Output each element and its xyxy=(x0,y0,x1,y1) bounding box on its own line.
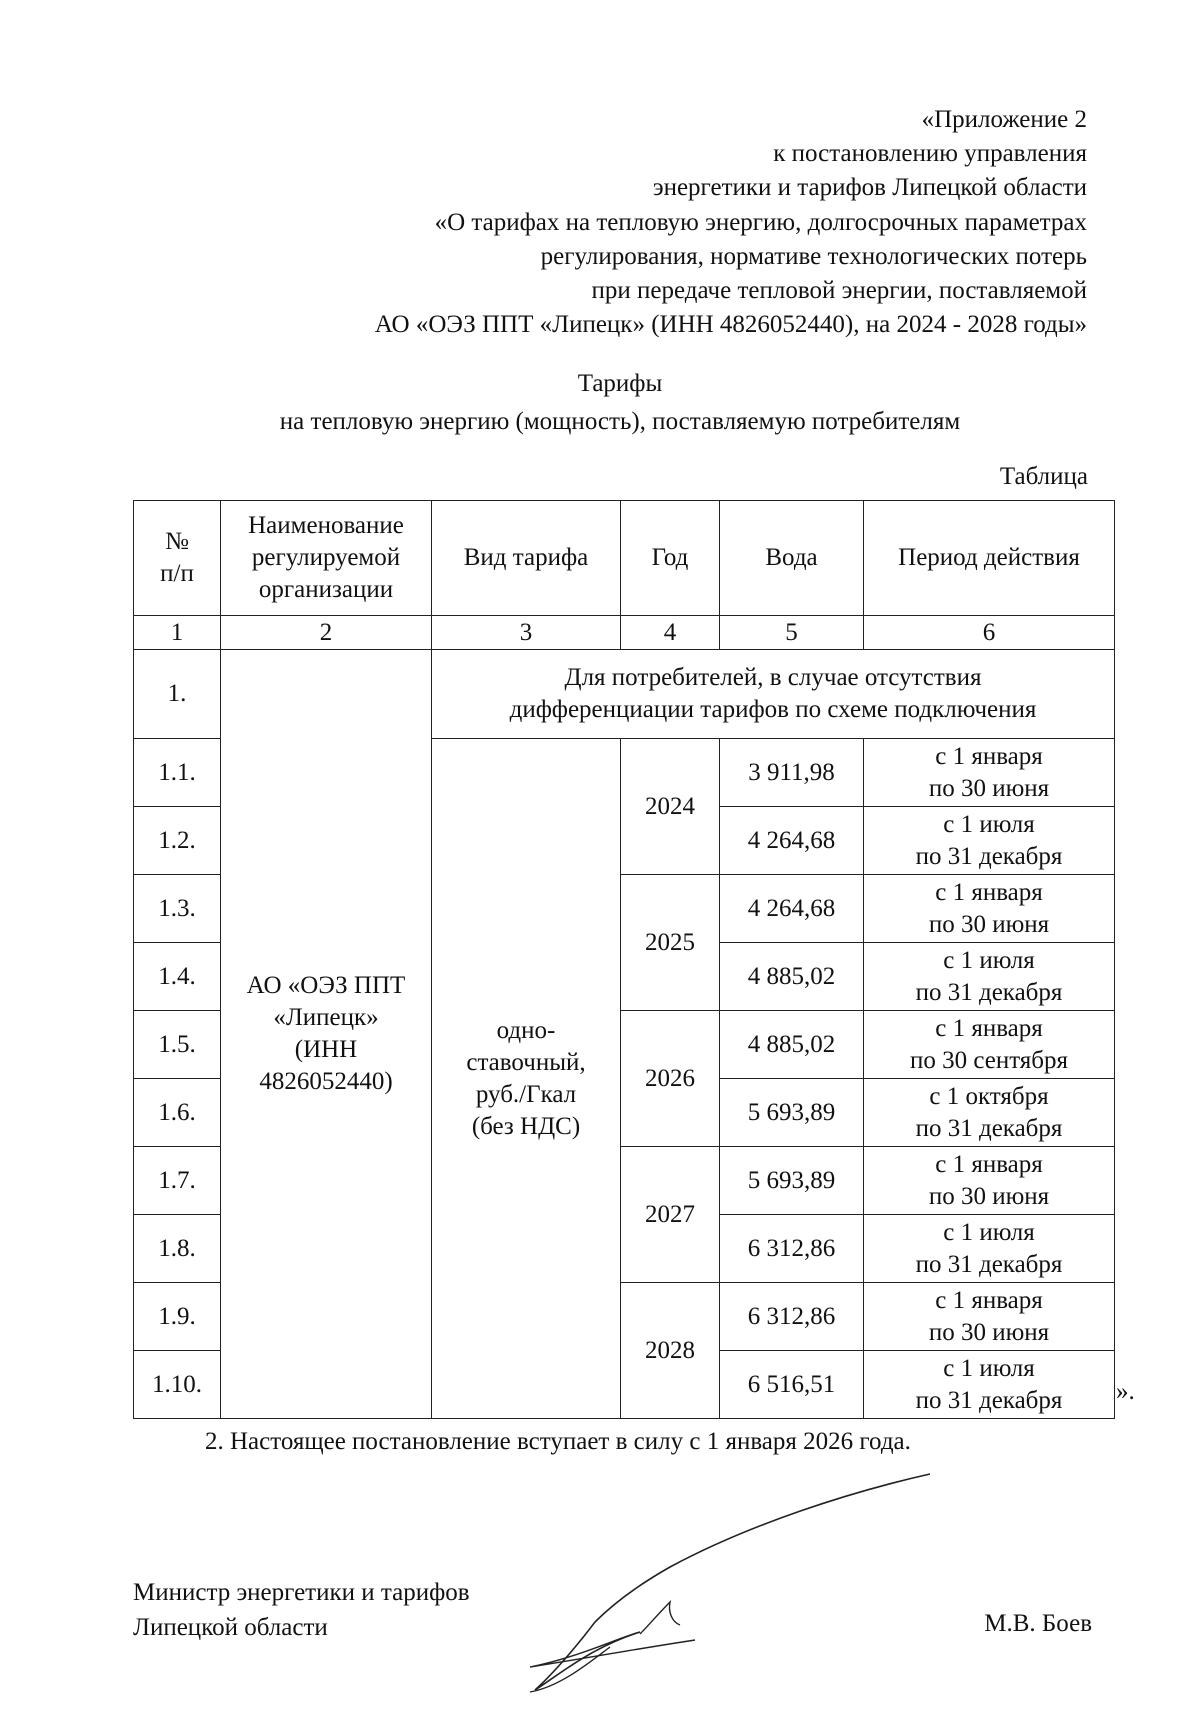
column-number: 5 xyxy=(720,616,864,650)
tariff-table xyxy=(133,500,1115,1419)
water-value: 4 264,68 xyxy=(720,875,864,943)
organization-cell xyxy=(221,650,432,1419)
row-number: 1.9. xyxy=(134,1283,221,1351)
period-text: с 1 января по 30 июня xyxy=(928,1286,1050,1346)
document-subtitle: на тепловую энергию (мощность), поставляемую потребителям xyxy=(279,408,961,435)
period-cell xyxy=(864,875,1115,943)
period-cell xyxy=(864,1351,1115,1419)
column-number-row xyxy=(134,616,1115,650)
row-number: 1.8. xyxy=(134,1215,221,1283)
closing-quote: ». xyxy=(1116,1378,1135,1405)
signer-title-line: Министр энергетики и тарифов xyxy=(133,1579,470,1606)
row-number: 1.6. xyxy=(134,1079,221,1147)
row-number: 1.7. xyxy=(134,1147,221,1215)
period-cell xyxy=(864,1147,1115,1215)
appendix-line: энергетики и тарифов Липецкой области xyxy=(652,174,1087,202)
water-value: 6 312,86 xyxy=(720,1215,864,1283)
header-cell xyxy=(134,501,221,616)
water-value: 6 516,51 xyxy=(720,1351,864,1419)
signer-title-line: Липецкой области xyxy=(133,1614,328,1641)
period-text: с 1 июля по 31 декабря xyxy=(915,810,1063,870)
signer-title xyxy=(133,1575,470,1645)
appendix-line: «О тарифах на тепловую энергию, долгосрочных параметрах xyxy=(434,208,1087,236)
column-number: 4 xyxy=(621,616,720,650)
appendix-line: регулирования, нормативе технологических потерь xyxy=(540,242,1087,270)
row-number: 1.10. xyxy=(134,1351,221,1419)
water-value: 5 693,89 xyxy=(720,1079,864,1147)
period-text: с 1 октября по 31 декабря xyxy=(915,1082,1063,1142)
water-value: 5 693,89 xyxy=(720,1147,864,1215)
period-text: с 1 января по 30 сентября xyxy=(909,1014,1069,1074)
appendix-header xyxy=(187,103,1087,342)
period-cell xyxy=(864,1283,1115,1351)
period-text: с 1 января по 30 июня xyxy=(928,742,1050,802)
column-number: 2 xyxy=(221,616,432,650)
period-text: с 1 января по 30 июня xyxy=(928,1150,1050,1210)
tariff-type-cell xyxy=(432,739,621,1419)
appendix-line: при передаче тепловой энергии, поставляемой xyxy=(591,277,1087,305)
header-year: Год xyxy=(651,544,689,571)
year-cell: 2026 xyxy=(621,1011,720,1147)
column-number: 1 xyxy=(134,616,221,650)
header-organization: Наименование регулируемой организации xyxy=(248,512,404,603)
appendix-line: к постановлению управления xyxy=(773,140,1087,168)
column-number: 6 xyxy=(864,616,1115,650)
paragraph-2: 2. Настоящее постановление вступает в силу с 1 января 2026 года. xyxy=(205,1428,911,1455)
appendix-line: АО «ОЭЗ ППТ «Липецк» (ИНН 4826052440), на 2024 - 2028 годы» xyxy=(374,311,1087,339)
period-text: с 1 июля по 31 декабря xyxy=(915,1354,1063,1414)
header-cell xyxy=(621,501,720,616)
period-cell xyxy=(864,739,1115,807)
row-number: 1.5. xyxy=(134,1011,221,1079)
row-number: 1.3. xyxy=(134,875,221,943)
header-cell xyxy=(864,501,1115,616)
year-cell: 2028 xyxy=(621,1283,720,1419)
row-number: 1.2. xyxy=(134,807,221,875)
signer-name: М.В. Боев xyxy=(984,1610,1092,1637)
header-cell xyxy=(720,501,864,616)
period-cell xyxy=(864,943,1115,1011)
period-text: с 1 июля по 31 декабря xyxy=(915,1218,1063,1278)
header-row xyxy=(134,501,1115,616)
group-label-cell xyxy=(432,650,1115,739)
row-number: 1.4. xyxy=(134,943,221,1011)
period-cell xyxy=(864,1215,1115,1283)
appendix-line: «Приложение 2 xyxy=(921,106,1087,133)
period-text: с 1 июля по 31 декабря xyxy=(915,946,1063,1006)
period-cell xyxy=(864,1079,1115,1147)
header-water: Вода xyxy=(765,544,818,571)
water-value: 3 911,98 xyxy=(720,739,864,807)
water-value: 4 885,02 xyxy=(720,943,864,1011)
period-cell xyxy=(864,807,1115,875)
period-text: с 1 января по 30 июня xyxy=(928,878,1050,938)
header-cell xyxy=(432,501,621,616)
organization-name: АО «ОЭЗ ППТ «Липецк» (ИНН 4826052440) xyxy=(246,972,406,1095)
group-number: 1. xyxy=(134,650,221,739)
tariff-type: одно- ставочный, руб./Гкал (без НДС) xyxy=(466,1016,586,1140)
document-title: Тарифы xyxy=(577,370,663,397)
year-cell: 2024 xyxy=(621,739,720,875)
group-label: Для потребителей, в случае отсутствия дифференциации тарифов по схеме подключения xyxy=(509,664,1037,723)
header-period: Период действия xyxy=(898,544,1080,571)
period-cell xyxy=(864,1011,1115,1079)
water-value: 4 885,02 xyxy=(720,1011,864,1079)
header-number: № п/п xyxy=(160,528,194,587)
handwritten-signature xyxy=(520,1462,940,1712)
group-row xyxy=(134,650,1115,739)
water-value: 6 312,86 xyxy=(720,1283,864,1351)
year-cell: 2025 xyxy=(621,875,720,1011)
column-number: 3 xyxy=(432,616,621,650)
year-cell: 2027 xyxy=(621,1147,720,1283)
row-number: 1.1. xyxy=(134,739,221,807)
table-label: Таблица xyxy=(999,463,1088,490)
header-cell xyxy=(221,501,432,616)
header-tariff-type: Вид тарифа xyxy=(463,544,589,571)
water-value: 4 264,68 xyxy=(720,807,864,875)
